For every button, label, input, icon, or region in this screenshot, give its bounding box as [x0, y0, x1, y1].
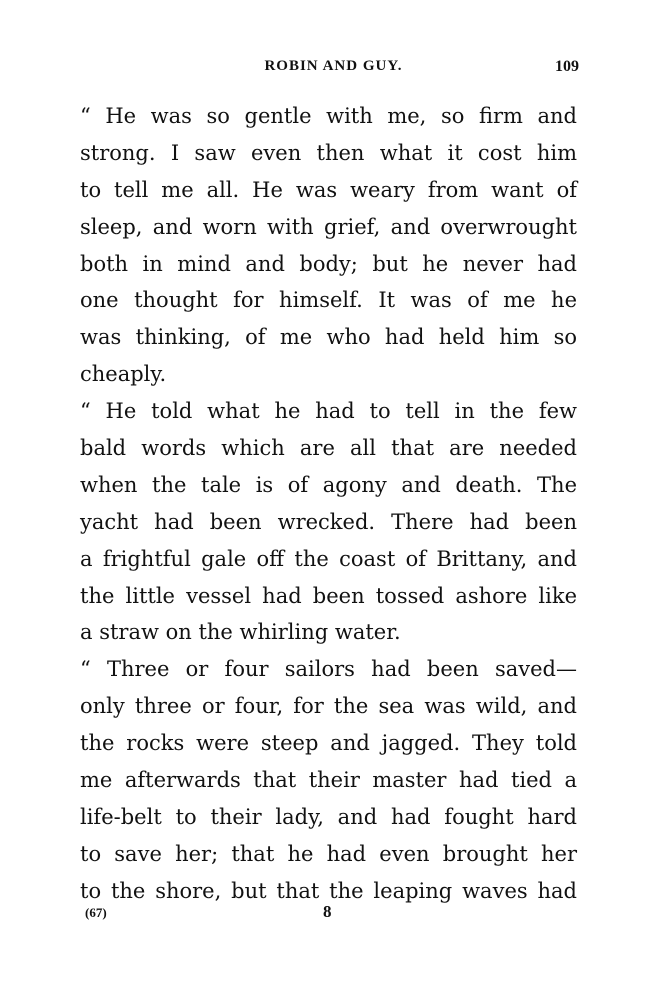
text-line: bald words which are all that are needed [80, 436, 577, 461]
text-line: a frightful gale off the coast of Brittany, and [80, 546, 577, 571]
text-line: strong. I saw even then what it cost him [80, 140, 577, 165]
signature-number: 8 [323, 902, 332, 921]
text-line: me afterwards that their master had tied a [80, 768, 577, 793]
signature-mark: (67) [85, 905, 107, 920]
text-line: one thought for himself. It was of me he [80, 288, 577, 313]
text-line: the rocks were steep and jagged. They told [80, 731, 577, 756]
text-line: both in mind and body; but he never had [80, 251, 577, 276]
text-line: to tell me all. He was weary from want of [80, 177, 577, 202]
text-line: was thinking, of me who had held him so [80, 325, 577, 350]
text-line: the little vessel had been tossed ashore like [80, 583, 577, 608]
text-line: when the tale is of agony and death. The [80, 472, 577, 497]
running-header-title: ROBIN AND GUY. [264, 58, 403, 74]
text-line: life-belt to their lady, and had fought hard [80, 804, 577, 829]
text-line: only three or four, for the sea was wild, and [80, 694, 577, 719]
text-line: to save her; that he had even brought her [80, 841, 577, 866]
page-number: 109 [555, 58, 579, 75]
text-line: “ He was so gentle with me, so firm and [80, 104, 577, 128]
text-line: sleep, and worn with grief, and overwrought [80, 214, 577, 239]
text-line: “ Three or four sailors had been saved— [80, 657, 577, 682]
text-line: to the shore, but that the leaping waves had [80, 878, 577, 903]
text-line: a straw on the whirling water. [80, 620, 401, 645]
text-line: “ He told what he had to tell in the few [80, 399, 577, 424]
text-line: cheaply. [80, 362, 167, 387]
body-text [80, 98, 577, 910]
text-line: yacht had been wrecked. There had been [80, 509, 577, 534]
